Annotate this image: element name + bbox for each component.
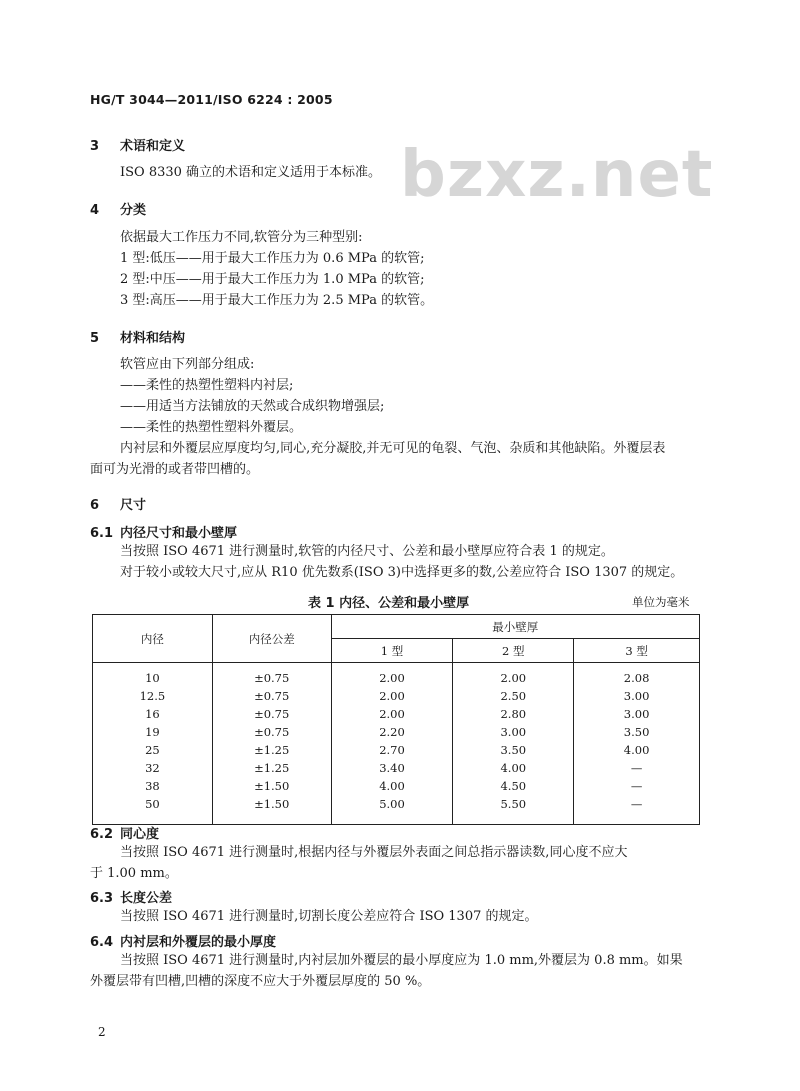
header-type-1: 1 型 [331,639,453,663]
list-item: ——用适当方法铺放的天然或合成织物增强层; [120,399,385,414]
cell-type-3: — [574,777,700,795]
section-6-3-heading [90,887,172,906]
list-item: 2 型:中压——用于最大工作压力为 1.0 MPa 的软管; [120,272,425,287]
cell-type-2: 4.50 [453,777,574,795]
cell-bore: 12.5 [139,688,166,703]
section-6-heading [90,494,146,513]
cell-tolerance: ±1.25 [212,759,331,777]
list-item: 1 型:低压——用于最大工作压力为 0.6 MPa 的软管; [120,251,425,266]
section-4-intro: 依据最大工作压力不同,软管分为三种型别: [120,230,363,245]
header-bore: 内径 [93,615,213,663]
section-title: 内径尺寸和最小壁厚 [120,526,238,541]
section-6-1-line2: 对于较小或较大尺寸,应从 R10 优先数系(ISO 3)中选择更多的数,公差应符合 ISO 1307 的规定。 [120,565,684,580]
section-5-paragraph-line1: 内衬层和外覆层应厚度均匀,同心,充分凝胶,并无可见的龟裂、气泡、杂质和其他缺陷。外覆层表 [120,441,666,456]
cell-bore: 50 [145,796,160,811]
section-number: 6.2 [90,827,114,842]
cell-type-1: 5.00 [331,795,453,813]
cell-type-2: 2.80 [453,705,574,723]
section-title: 同心度 [120,827,160,842]
table-row [93,777,700,795]
cell-type-3: 3.50 [574,723,700,741]
section-5-paragraph-line2: 面可为光滑的或者带凹槽的。 [90,462,260,477]
cell-tolerance: ±0.75 [212,705,331,723]
list-item: ——柔性的热塑性塑料内衬层; [120,378,294,393]
cell-bore: 19 [145,724,160,739]
section-title: 长度公差 [120,891,173,906]
table-row [93,669,700,687]
page-number: 2 [98,1025,106,1039]
table-row [93,687,700,705]
cell-type-2: 2.00 [453,669,574,687]
section-title: 尺寸 [120,498,147,513]
section-title: 分类 [120,203,147,218]
list-item: 3 型:高压——用于最大工作压力为 2.5 MPa 的软管。 [120,293,434,308]
table-row [93,723,700,741]
section-number: 4 [90,203,100,218]
section-title: 内衬层和外覆层的最小厚度 [120,935,277,950]
section-3-body: ISO 8330 确立的术语和定义适用于本标准。 [120,165,382,180]
header-tolerance: 内径公差 [212,615,331,663]
section-6-1-line1: 当按照 ISO 4671 进行测量时,软管的内径尺寸、公差和最小壁厚应符合表 1 的规定。 [120,544,614,559]
watermark: bzxz.net [400,138,714,212]
table-row [93,795,700,813]
cell-type-1: 2.70 [331,741,453,759]
section-number: 6 [90,498,100,513]
cell-type-1: 2.00 [331,705,453,723]
cell-type-1: 2.00 [331,687,453,705]
cell-type-2: 4.00 [453,759,574,777]
cell-tolerance: ±1.50 [212,777,331,795]
section-number: 6.4 [90,935,114,950]
section-title: 材料和结构 [120,331,186,346]
cell-type-3: 4.00 [574,741,700,759]
section-3-heading [90,135,185,154]
cell-type-3: 3.00 [574,705,700,723]
cell-type-2: 3.00 [453,723,574,741]
section-6-2-line2: 于 1.00 mm。 [90,866,178,881]
header-type-3: 3 型 [574,639,700,663]
cell-bore: 16 [145,706,160,721]
section-number: 6.3 [90,891,114,906]
table-row [93,705,700,723]
cell-type-1: 3.40 [331,759,453,777]
cell-type-2: 5.50 [453,795,574,813]
cell-type-1: 2.00 [331,669,453,687]
section-6-4-line2: 外覆层带有凹槽,凹槽的深度不应大于外覆层厚度的 50 %。 [90,974,431,989]
cell-tolerance: ±1.25 [212,741,331,759]
cell-type-2: 2.50 [453,687,574,705]
cell-bore: 32 [145,760,160,775]
section-title: 术语和定义 [120,139,186,154]
table-row [93,759,700,777]
section-6-1-heading [90,522,237,541]
section-6-3-line1: 当按照 ISO 4671 进行测量时,切割长度公差应符合 ISO 1307 的规定。 [120,909,538,924]
section-4-heading [90,199,146,218]
section-number: 3 [90,139,100,154]
section-5-heading [90,327,185,346]
cell-type-3: 3.00 [574,687,700,705]
section-6-2-line1: 当按照 ISO 4671 进行测量时,根据内径与外覆层外表面之间总指示器读数,同心度不应大 [120,845,628,860]
cell-bore: 38 [145,778,160,793]
section-number: 6.1 [90,526,114,541]
table-caption: 表 1 内径、公差和最小壁厚 [308,596,470,611]
cell-bore: 10 [145,670,160,685]
cell-type-3: — [574,795,700,813]
table-1 [92,614,700,825]
list-item: ——柔性的热塑性塑料外覆层。 [120,420,303,435]
section-6-4-heading [90,931,276,950]
section-6-4-line1: 当按照 ISO 4671 进行测量时,内衬层加外覆层的最小厚度应为 1.0 mm,外覆层为 0.8 mm。如果 [120,953,683,968]
table-unit: 单位为毫米 [632,595,690,609]
cell-bore: 25 [145,742,160,757]
section-number: 5 [90,331,100,346]
section-6-2-heading [90,823,159,842]
cell-type-1: 4.00 [331,777,453,795]
header-type-2: 2 型 [453,639,574,663]
cell-type-2: 3.50 [453,741,574,759]
cell-tolerance: ±0.75 [212,687,331,705]
section-5-intro: 软管应由下列部分组成: [120,357,255,372]
header-min-wall: 最小壁厚 [331,615,699,639]
cell-type-3: 2.08 [574,669,700,687]
standard-header: HG/T 3044—2011/ISO 6224 : 2005 [90,92,333,107]
cell-tolerance: ±0.75 [212,723,331,741]
cell-type-1: 2.20 [331,723,453,741]
cell-tolerance: ±0.75 [212,669,331,687]
table-row [93,741,700,759]
cell-type-3: — [574,759,700,777]
cell-tolerance: ±1.50 [212,795,331,813]
